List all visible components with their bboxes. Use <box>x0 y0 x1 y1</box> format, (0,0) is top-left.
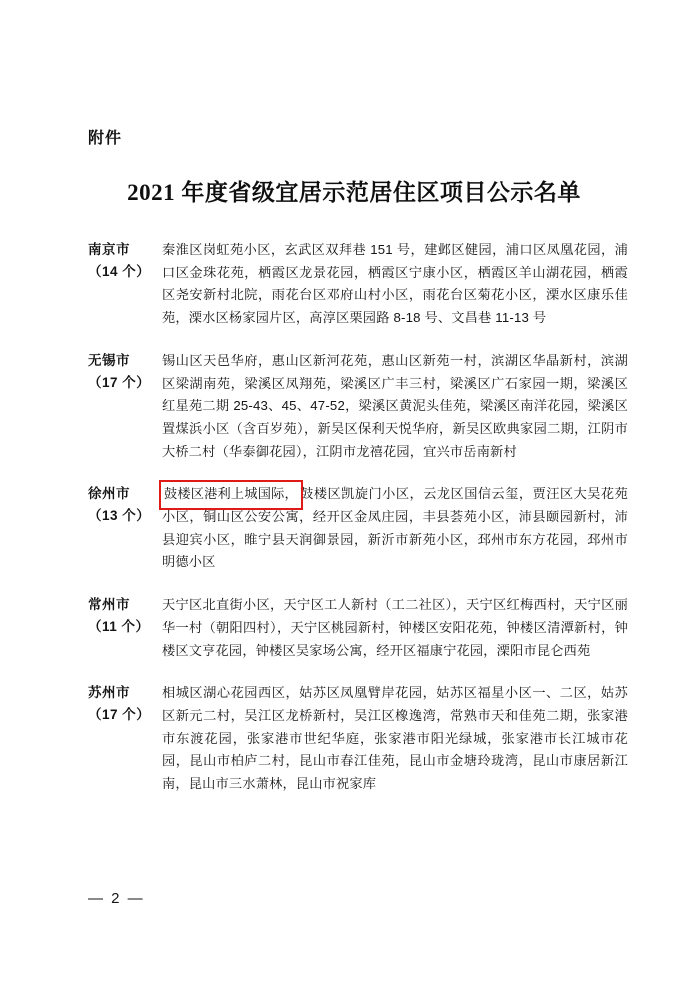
community-list <box>162 350 628 484</box>
city-count: （17 个） <box>88 707 151 723</box>
city-name: 常州市 <box>88 597 130 613</box>
city-count: （17 个） <box>88 374 151 390</box>
table-row <box>88 239 628 350</box>
city-count: （14 个） <box>88 263 151 279</box>
page-title: 2021 年度省级宜居示范居住区项目公示名单 <box>127 180 581 205</box>
city-name: 无锡市 <box>88 352 130 368</box>
city-cell <box>88 350 162 484</box>
city-name: 徐州市 <box>88 486 130 502</box>
city-count: （11 个） <box>88 619 150 634</box>
attachment-label: 附件 <box>88 130 123 147</box>
page-number: — 2 — <box>88 890 145 907</box>
community-list <box>162 682 628 816</box>
community-list <box>162 239 628 350</box>
city-name: 苏州市 <box>88 685 130 701</box>
community-list-text: 锡山区天邑华府，惠山区新河花苑，惠山区新苑一村，滨湖区华晶新村，滨湖区梁湖南苑，梁溪区凤翔苑，梁溪区广丰三村，梁溪区广石家园一期，梁溪区红星苑二期 25-43、45、47-52，梁溪区黄泥头佳苑，梁溪区南洋花园，梁溪区置煤浜小区（含百岁苑），新吴区保利天悦华府，新吴区欧典家园二期，江阴市大桥二村（华泰御花园），江阴市龙禧花园，宜兴市岳南新村 <box>162 352 628 459</box>
community-list <box>162 594 628 682</box>
city-cell <box>88 483 162 594</box>
table-row <box>88 483 628 594</box>
city-count: （13 个） <box>88 508 151 524</box>
community-list-text: 相城区湖心花园西区，姑苏区凤凰臂岸花园，姑苏区福星小区一、二区，姑苏区新元二村，吴江区龙桥新村，吴江区橡逸湾，常熟市天和佳苑二期，张家港市东渡花园，张家港市世纪华庭，张家港市阳光绿城，张家港市长江城市花园，昆山市柏庐二村，昆山市春江佳苑，昆山市金塘玲珑湾，昆山市康居新江南，昆山市三水萧林，昆山市祝家库 <box>162 685 628 792</box>
community-list-text: 秦淮区岗虹苑小区，玄武区双拜巷 151 号，建邺区健园，浦口区凤凰花园，浦口区金珠花苑，栖霞区龙景花园，栖霞区宁康小区，栖霞区羊山湖花园，栖霞区尧安新村北院，雨花台区邓府山村小区，雨花台区菊花小区，溧水区康乐佳苑，溧水区杨家园片区，高淳区栗园路 8-18 号、文昌巷 11-13 号 <box>162 242 628 326</box>
city-cell <box>88 682 162 816</box>
city-cell <box>88 239 162 350</box>
highlighted-entry: 鼓楼区港利上城国际， <box>162 483 300 506</box>
table-row <box>88 682 628 816</box>
city-name: 南京市 <box>88 242 130 257</box>
city-list-table <box>88 239 628 816</box>
table-row <box>88 594 628 682</box>
city-cell <box>88 594 162 682</box>
community-list <box>162 483 628 594</box>
community-list-text: 天宁区北直街小区，天宁区工人新村（工二社区），天宁区红梅西村，天宁区丽华一村（朝阳四村），天宁区桃园新村，钟楼区安阳花苑，钟楼区清潭新村，钟楼区文亨花园，钟楼区吴家场公寓，经开区福康宁花园，溧阳市昆仑西苑 <box>162 597 628 658</box>
community-list-text: 鼓楼区凯旋门小区，云龙区国信云玺，贾汪区大吴花苑小区，铜山区公安公寓，经开区金凤庄园，丰县荟苑小区，沛县颐园新村，沛县迎宾小区，睢宁县天润御景园，新沂市新苑小区，邳州市东方花园，邳州市明德小区 <box>162 486 628 570</box>
table-row <box>88 350 628 484</box>
